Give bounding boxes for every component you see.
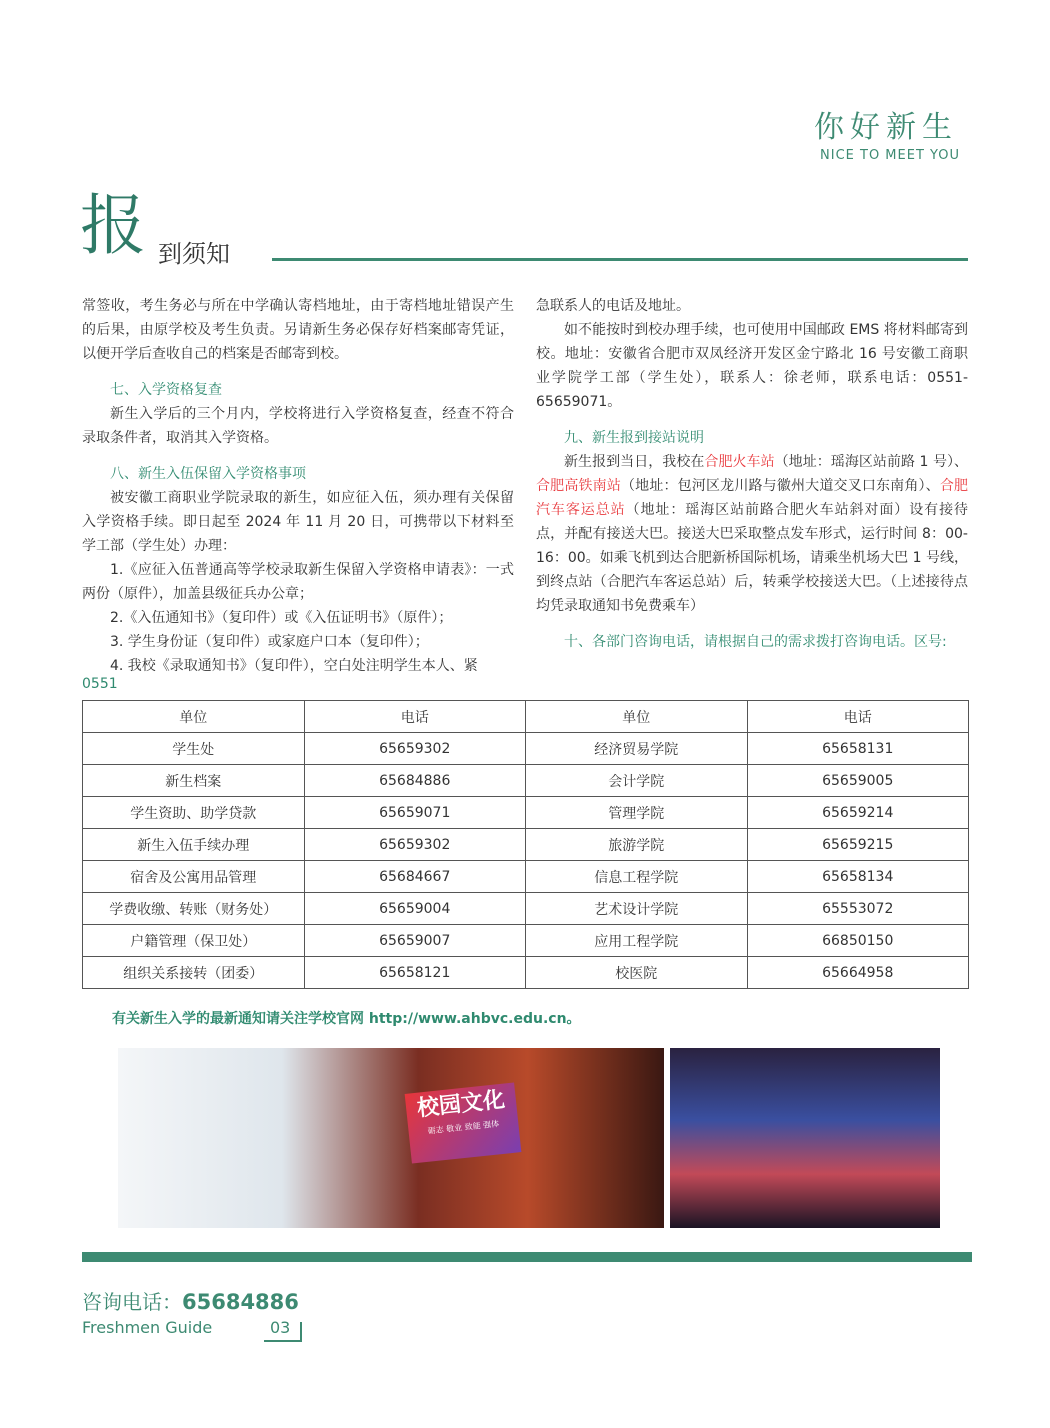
- section-8-title: 八、新生入伍保留入学资格事项: [110, 466, 306, 482]
- station-name: 合肥高铁南站: [536, 478, 621, 494]
- column-header: 电话: [304, 701, 526, 733]
- unit-cell: 学生处: [83, 733, 305, 765]
- unit-cell: 户籍管理（保卫处）: [83, 925, 305, 957]
- station-name: 合肥火车站: [704, 454, 775, 470]
- unit-cell: 管理学院: [526, 797, 748, 829]
- unit-cell: 艺术设计学院: [526, 893, 748, 925]
- intro-paragraph: 常签收，考生务必与所在中学确认寄档地址，由于寄档地址错误产生的后果，由原学校及考生负责。另请新生务必保存好档案邮寄凭证，以便开学后查收自己的档案是否邮寄到校。: [82, 298, 514, 362]
- table-row: [83, 957, 969, 989]
- left-column: [82, 294, 514, 678]
- unit-cell: 宿舍及公寓用品管理: [83, 861, 305, 893]
- badge-title: 校园文化: [415, 1087, 507, 1122]
- station-name: 合肥汽车客运总站: [536, 478, 969, 518]
- column-header: 单位: [526, 701, 748, 733]
- list-item: 3. 学生身份证（复印件）或家庭户口本（复印件）；: [110, 634, 429, 650]
- section-9-title: 九、新生报到接站说明: [564, 430, 704, 446]
- table-row: [83, 733, 969, 765]
- unit-cell: 旅游学院: [526, 829, 748, 861]
- phone-cell: 65659071: [304, 797, 526, 829]
- footer-phone-label: 咨询电话：: [82, 1290, 182, 1314]
- phone-cell: 65659215: [747, 829, 969, 861]
- table-row: [83, 925, 969, 957]
- unit-cell: 校医院: [526, 957, 748, 989]
- phone-cell: 65659007: [304, 925, 526, 957]
- unit-cell: 应用工程学院: [526, 925, 748, 957]
- phone-cell: 65684886: [304, 765, 526, 797]
- unit-cell: 会计学院: [526, 765, 748, 797]
- text-run: 新生报到当日，我校在: [564, 454, 705, 470]
- phone-cell: 65684667: [304, 861, 526, 893]
- stage-performance-photo: [670, 1048, 940, 1228]
- section-10-title: 十、各部门咨询电话，请根据自己的需求拨打咨询电话。区号:: [564, 634, 947, 650]
- text-run: （地址：瑶海区站前路合肥火车站斜对面）设有接待点，并配有接送大巴。接送大巴采取整点发车形式，运行时间 8：00-16：00。如乘飞机到达合肥新桥国际机场，请乘坐机场大巴 1 号线，到终点站（合肥汽车客运总站）后，转乘学校接送大巴。（上述接待点均凭录取通知书免费乘车）: [536, 502, 969, 614]
- campus-culture-badge: [405, 1082, 522, 1163]
- section-heading-char: 报: [80, 187, 146, 264]
- footer-phone-number: 65684886: [182, 1290, 299, 1314]
- mail-paragraph: 如不能按时到校办理手续，也可使用中国邮政 EMS 将材料邮寄到校。地址：安徽省合肥市双凤经济开发区金宁路北 16 号安徽工商职业学院学工部（学生处），联系人：徐老师，联系电话：0551-65659071。: [536, 322, 968, 410]
- table-header-row: [83, 701, 969, 733]
- unit-cell: 经济贸易学院: [526, 733, 748, 765]
- text-run: （地址：瑶海区站前路 1 号）、: [774, 454, 969, 470]
- section-heading-title: 到须知: [158, 240, 230, 268]
- area-code: 0551: [82, 676, 118, 692]
- phone-cell: 65658121: [304, 957, 526, 989]
- table-row: [83, 797, 969, 829]
- text-run: （地址：包河区龙川路与徽州大道交叉口东南角）、: [621, 478, 940, 494]
- phone-cell: 65659302: [304, 733, 526, 765]
- slogan-english: NICE TO MEET YOU: [820, 148, 960, 163]
- phone-cell: 65658134: [747, 861, 969, 893]
- footer-guide-label: Freshmen Guide: [82, 1318, 213, 1337]
- right-column: [536, 294, 968, 654]
- table-row: [83, 861, 969, 893]
- table-row: [83, 765, 969, 797]
- page-number: 03: [270, 1318, 291, 1337]
- phone-cell: 66850150: [747, 925, 969, 957]
- phone-cell: 65553072: [747, 893, 969, 925]
- badge-tagline: 砺志 敬业 致能 强体: [427, 1119, 500, 1136]
- campus-culture-photo: [118, 1048, 664, 1228]
- unit-cell: 组织关系接转（团委）: [83, 957, 305, 989]
- unit-cell: 信息工程学院: [526, 861, 748, 893]
- unit-cell: 学费收缴、转账（财务处）: [83, 893, 305, 925]
- phone-cell: 65664958: [747, 957, 969, 989]
- unit-cell: 学生资助、助学贷款: [83, 797, 305, 829]
- column-header: 电话: [747, 701, 969, 733]
- phone-table: [82, 700, 969, 989]
- section-7-text: 新生入学后的三个月内，学校将进行入学资格复查，经查不符合录取条件者，取消其入学资格。: [82, 406, 514, 446]
- phone-cell: 65659004: [304, 893, 526, 925]
- phone-cell: 65659214: [747, 797, 969, 829]
- table-row: [83, 893, 969, 925]
- list-item: 1.《应征入伍普通高等学校录取新生保留入学资格申请表》：一式两份（原件），加盖县级征兵办公章；: [82, 562, 514, 602]
- continued-paragraph: 急联系人的电话及地址。: [536, 298, 690, 314]
- column-header: 单位: [83, 701, 305, 733]
- list-item: 2.《入伍通知书》（复印件）或《入伍证明书》（原件）；: [110, 610, 453, 626]
- section-8-text: 被安徽工商职业学院录取的新生，如应征入伍，须办理有关保留入学资格手续。即日起至 2024 年 11 月 20 日，可携带以下材料至学工部（学生处）办理：: [82, 490, 514, 554]
- phone-cell: 65659005: [747, 765, 969, 797]
- website-notice: 有关新生入学的最新通知请关注学校官网 http://www.ahbvc.edu.cn。: [112, 1011, 581, 1027]
- list-item: 4. 我校《录取通知书》（复印件），空白处注明学生本人、紧: [110, 658, 478, 674]
- footer-bar: [82, 1252, 972, 1262]
- section-9-text: [536, 450, 968, 618]
- phone-cell: 65659302: [304, 829, 526, 861]
- page-number-bracket: [264, 1322, 302, 1342]
- phone-cell: 65658131: [747, 733, 969, 765]
- section-7-title: 七、入学资格复查: [110, 382, 222, 398]
- slogan-chinese: 你好新生: [814, 110, 958, 145]
- heading-divider: [272, 258, 968, 261]
- footer-phone: [82, 1286, 299, 1315]
- table-row: [83, 829, 969, 861]
- unit-cell: 新生入伍手续办理: [83, 829, 305, 861]
- unit-cell: 新生档案: [83, 765, 305, 797]
